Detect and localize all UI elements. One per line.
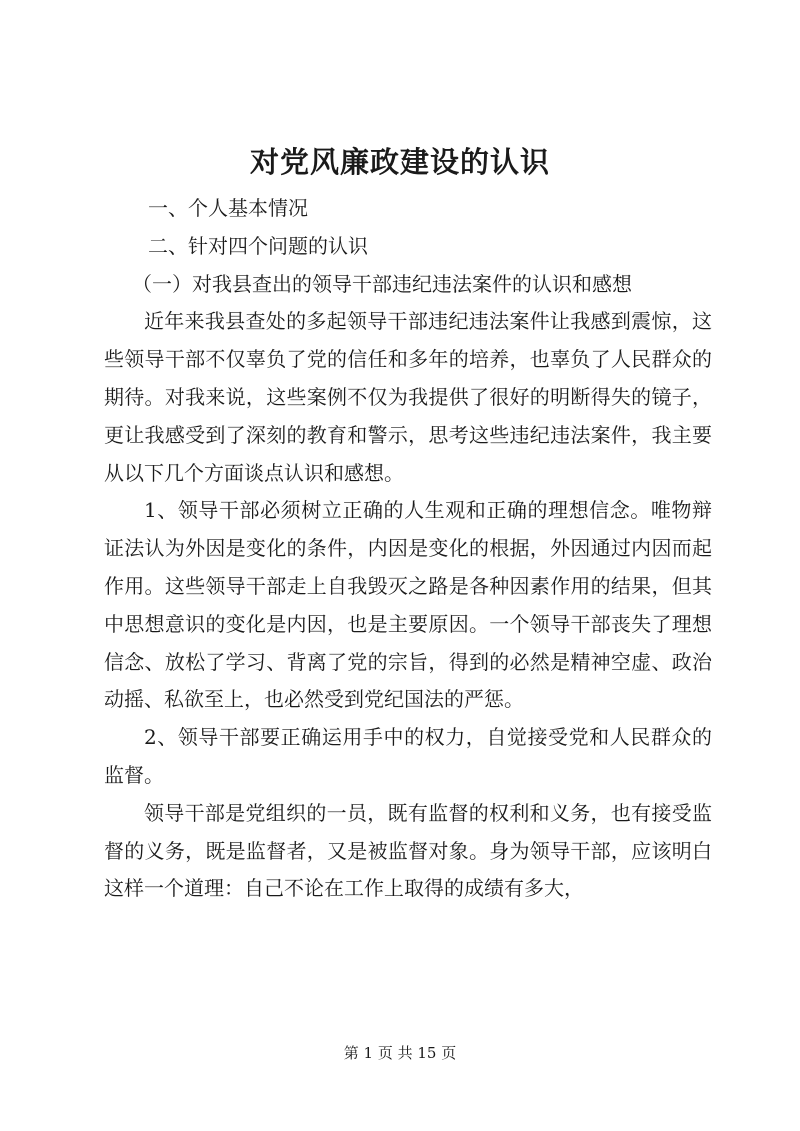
body-paragraph: 2、领导干部要正确运用手中的权力，自觉接受党和人民群众的监督。 — [104, 725, 712, 787]
section-heading-2: 二、针对四个问题的认识 — [148, 233, 368, 258]
body-paragraph: 近年来我县查处的多起领导干部违纪违法案件让我感到震惊，这些领导干部不仅辜负了党的信任和多年的培养，也辜负了人民群众的期待。对我来说，这些案例不仅为我提供了很好的明断得失的镜子，更让我感受到了深刻的教育和警示，思考这些违纪违法案件，我主要从以下几个方面谈点认识和感想。 — [104, 309, 712, 485]
body-paragraph: 领导干部是党组织的一员，既有监督的权利和义务，也有接受监督的义务，既是监督者，又是被监督对象。身为领导干部，应该明白这样一个道理：自己不论在工作上取得的成绩有多大， — [104, 800, 712, 901]
document-body — [104, 190, 712, 908]
page-footer: 第 1 页 共 15 页 — [343, 1044, 457, 1062]
section-heading-1: 一、个人基本情况 — [148, 196, 308, 220]
document-title: 对党风廉政建设的认识 — [249, 145, 550, 179]
subsection-heading-1: （一）对我县查出的领导干部违纪违法案件的认识和感想 — [132, 271, 632, 296]
body-paragraph: 1、领导干部必须树立正确的人生观和正确的理想信念。唯物辩证法认为外因是变化的条件，内因是变化的根据，外因通过内因而起作用。这些领导干部走上自我毁灭之路是各种因素作用的结果，但其中思想意识的变化是内因，也是主要原因。一个领导干部丧失了理想信念、放松了学习、背离了党的宗旨，得到的必然是精神空虚、政治动摇、私欲至上，也必然受到党纪国法的严惩。 — [104, 498, 712, 712]
